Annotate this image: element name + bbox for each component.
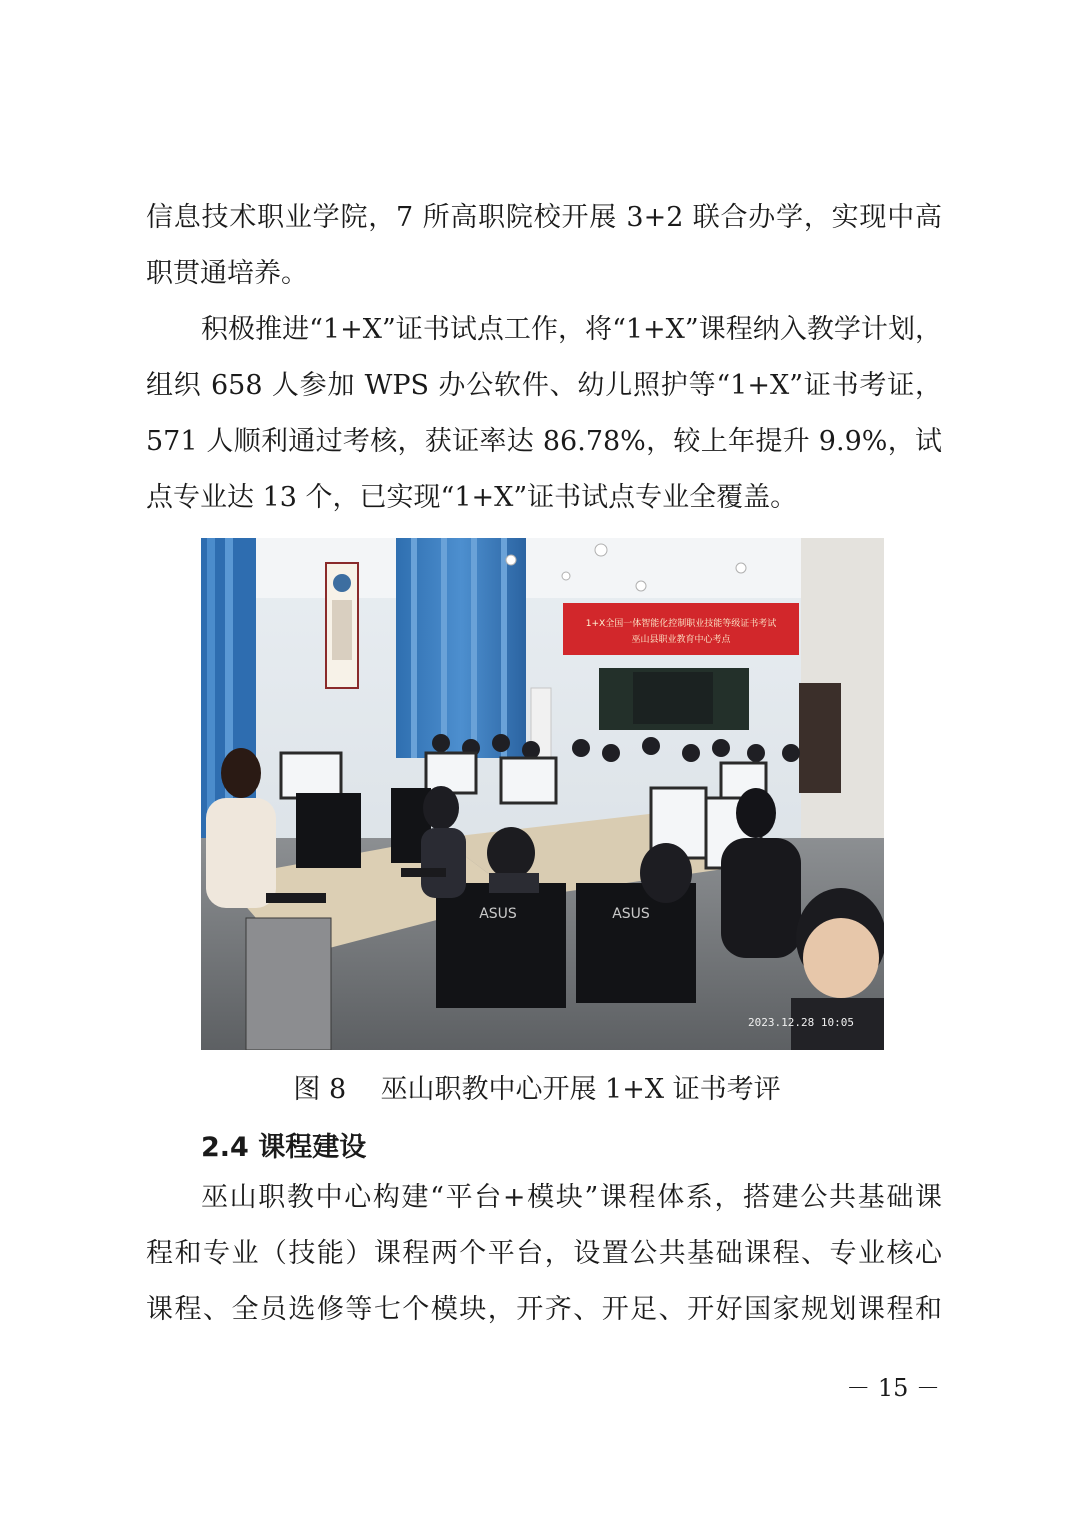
paragraph-line: 积极推进“1+X”证书试点工作，将“1+X”课程纳入教学计划， [201,314,942,345]
paragraph-line: 信息技术职业学院，7 所高职院校开展 3+2 联合办学，实现中高 [146,202,942,233]
page-number: － 15 － [846,1374,940,1402]
monitor-brand-label: ASUS [612,906,650,922]
paragraph-line: 职贯通培养。 [146,258,308,289]
paragraph-line: 程和专业（技能）课程两个平台，设置公共基础课程、专业核心 [146,1238,942,1269]
banner-text-line2: 巫山县职业教育中心考点 [631,635,731,645]
paragraph-line: 点专业达 13 个，已实现“1+X”证书试点专业全覆盖。 [146,482,798,513]
monitor-brand-label: ASUS [479,906,517,922]
paragraph-line: 课程、全员选修等七个模块，开齐、开足、开好国家规划课程和 [146,1294,942,1325]
banner-text-line1: 1+X全国一体智能化控制职业技能等级证书考试 [585,619,777,629]
paragraph-line: 组织 658 人参加 WPS 办公软件、幼儿照护等“1+X”证书考证， [146,370,942,401]
paragraph-line: 巫山职教中心构建“平台+模块”课程体系，搭建公共基础课 [201,1182,942,1213]
paragraph-line: 571 人顺利通过考核，获证率达 86.78%，较上年提升 9.9%，试 [146,426,942,457]
section-heading: 2.4 课程建设 [201,1132,367,1163]
figure-caption: 图 8 巫山职教中心开展 1+X 证书考评 [293,1074,781,1105]
exam-room-photo [201,538,884,1050]
photo-timestamp: 2023.12.28 10:05 [748,1016,854,1029]
